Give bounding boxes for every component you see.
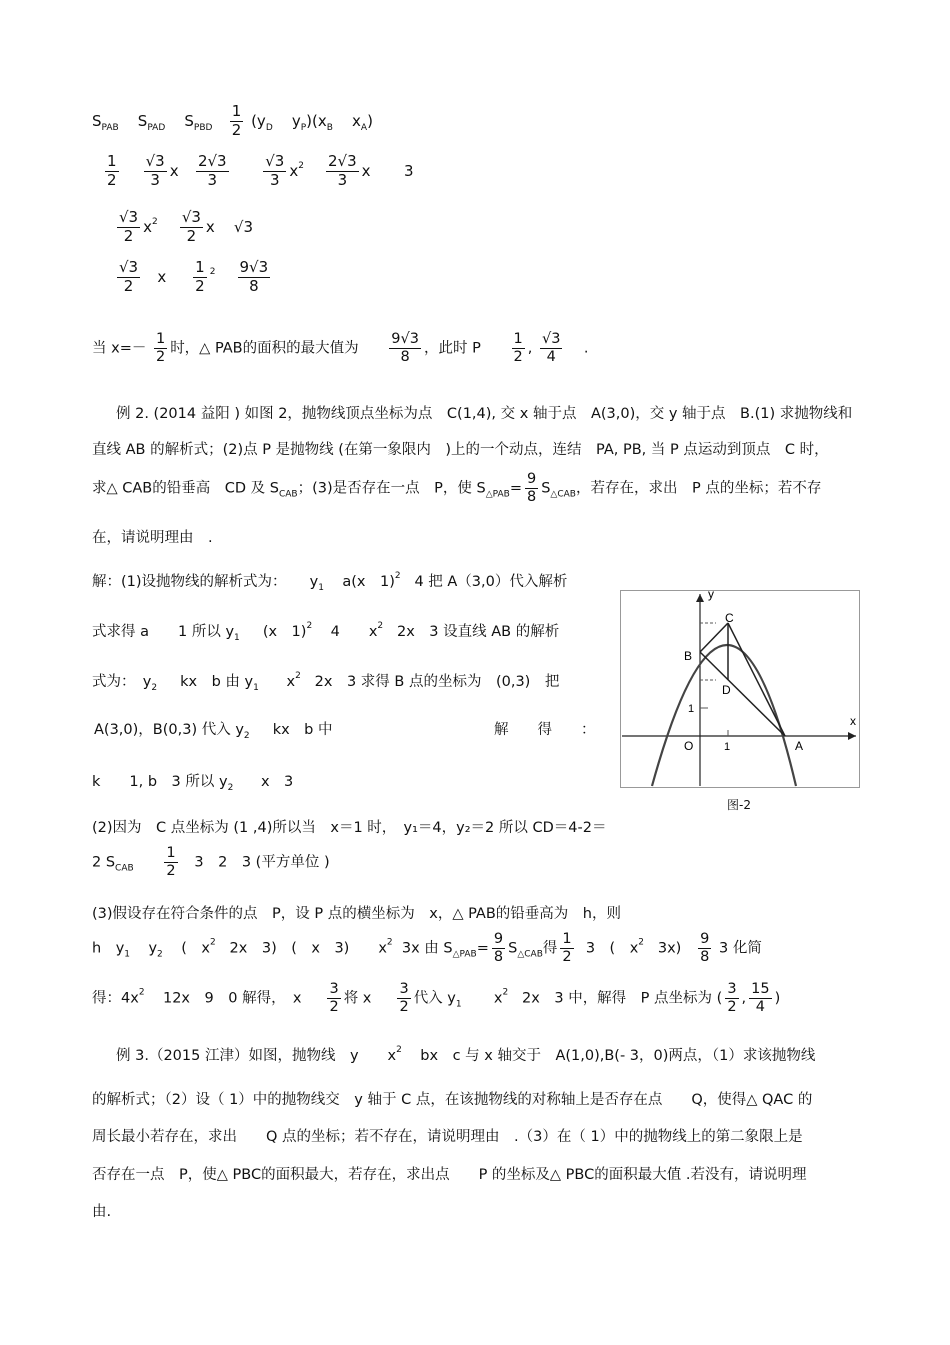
example2-line-4: 在，请说明理由 . [92,530,213,546]
solution-line-9: h $y_1$ $y_2$ ( $x^2$ 2x 3) ( x 3) $x^2$ 3x 由 $S_{\triangle PAB}=$ $\frac{9}{8}$ $S_{\triangle CAB}$得 $\frac{1}{2}$ 3 ( $x^2$ 3x) $\frac{9}{8}$ 3 化简 [92,931,762,966]
label-one-x: 1 [724,741,731,753]
segment-ca [728,623,785,736]
example2-line-3: 求△ CAB的铅垂高 CD 及 $S_{CAB}$；(3)是否存在一点 P，使 $S_{\triangle PAB}=$ $\frac{9}{8}$ $S_{\triangle CAB}$，若存在，求出 P 点的坐标；若不存 [92,471,822,506]
example3-line-3: 周长最小若存在，求出 Q 点的坐标；若不存在，请说明理由 .（3）在（ 1）中的抛物线上的第二象限上是 [92,1129,803,1145]
figure-2-parabola [620,590,860,788]
example2-line-2: 直线 AB 的解析式；(2)点 P 是抛物线 (在第一象限内 )上的一个动点，连结 PA, PB, 当 P 点运动到顶点 C 时， [92,442,829,458]
line-ab [700,652,785,736]
solution-line-7: 2 $S_{CAB}$ $\frac{1}{2}$ 3 2 3 (平方单位 ) [92,845,330,880]
solution-line-10: 得：$4x^2$ 12x 9 0 解得， x $\frac{3}{2}$ 将 x $\frac{3}{2}$ 代入 $y_1$ $x^2$ 2x 3 中，解得 P 点坐标为 ( $\frac{3}{2}$ , $\frac{15}{4}$ ) [92,981,781,1016]
derivation-line-1: $S_{PAB}$ $S_{PAD}$ $S_{PBD}$ $\frac{1}{2}$ ($y_D$ $y_P)(x_B$ $x_A$) [92,102,373,139]
label-b: B [684,649,693,663]
solution-line-4: A(3,0)，B(0,3) 代入 $y_2$ kx b 中 [94,722,333,741]
label-d: D [722,683,731,697]
example3-line-4: 否存在一点 P，使△ PBC的面积最大，若存在，求出点 P 的坐标及△ PBC的面积最大值 .若没有，请说明理 [92,1167,807,1183]
example3-line-2: 的解析式；（2）设（ 1）中的抛物线交 y 轴于 C 点，在该抛物线的对称轴上是否存在点 Q，使得△ QAC 的 [92,1092,813,1108]
x-axis-arrow [848,732,856,740]
conclusion-line: 当 x=－ $\frac{1}{2}$ 时，△ PAB的面积的最大值为 $\frac{9√3}{8}$ ，此时 P $\frac{1}{2}$ , $\frac{√3}{4}$ . [92,331,589,366]
label-y: y [708,590,714,601]
solution-line-2: 式求得 a 1 所以 $y_1$ (x 1)$^2$ 4 $x^2$ 2x 3 设直线 AB 的解析 [92,621,560,643]
derivation-line-4: $\frac{√3}{2}$ x $\frac{1}{2}$ $^2$ $\frac{9√3}{8}$ [119,258,269,295]
solution-line-1: 解：(1)设抛物线的解析式为： $y_1$ a(x 1)$^2$ 4 把 A（3,0）代入解析 [92,571,568,593]
derivation-line-3: $\frac{√3}{2}$ $x^2$ $\frac{√3}{2}$ x √3 [119,208,253,245]
figure-border [621,591,860,788]
solution-line-4-tail: 解 得 ： [494,722,596,738]
solution-line-3: 式为： $y_2$ kx b 由 $y_1$ $x^2$ 2x 3 求得 B 点的坐标为 (0,3) 把 [92,671,560,693]
label-x: x [850,714,856,728]
label-o: O [684,739,694,753]
figure-caption: 图-2 [727,798,751,812]
derivation-line-2: $\frac{1}{2}$ $\frac{√3}{3}$ x $\frac{2√3}{3}$ $\frac{√3}{3}$ $x^2$ $\frac{2√3}{3}$ x 3 [107,152,414,189]
solution-line-8: (3)假设存在符合条件的点 P，设 P 点的横坐标为 x，△ PAB的铅垂高为 h，则 [92,906,621,922]
label-a: A [795,739,804,753]
segment-bc [700,623,728,652]
example3-line-5: 由. [92,1204,112,1220]
solution-line-5: k 1, b 3 所以 $y_2$ x 3 [92,774,294,793]
y-axis-arrow [696,594,704,602]
example3-line-1: 例 3.（2015 江津）如图，抛物线 y $x^2$ bx c 与 x 轴交于 A(1,0),B(- 3，0)两点，（1）求该抛物线 [116,1045,816,1064]
label-one-y: 1 [688,703,695,715]
label-c: C [725,611,734,625]
example2-line-1: 例 2. (2014 益阳 ) 如图 2，抛物线顶点坐标为点 C(1,4), 交 x 轴于点 A(3,0)，交 y 轴于点 B.(1) 求抛物线和 [116,406,853,422]
solution-line-6: (2)因为 C 点坐标为 (1 ,4)所以当 x＝1 时， y₁＝4，y₂＝2 所以 CD＝4-2＝ [92,820,607,836]
